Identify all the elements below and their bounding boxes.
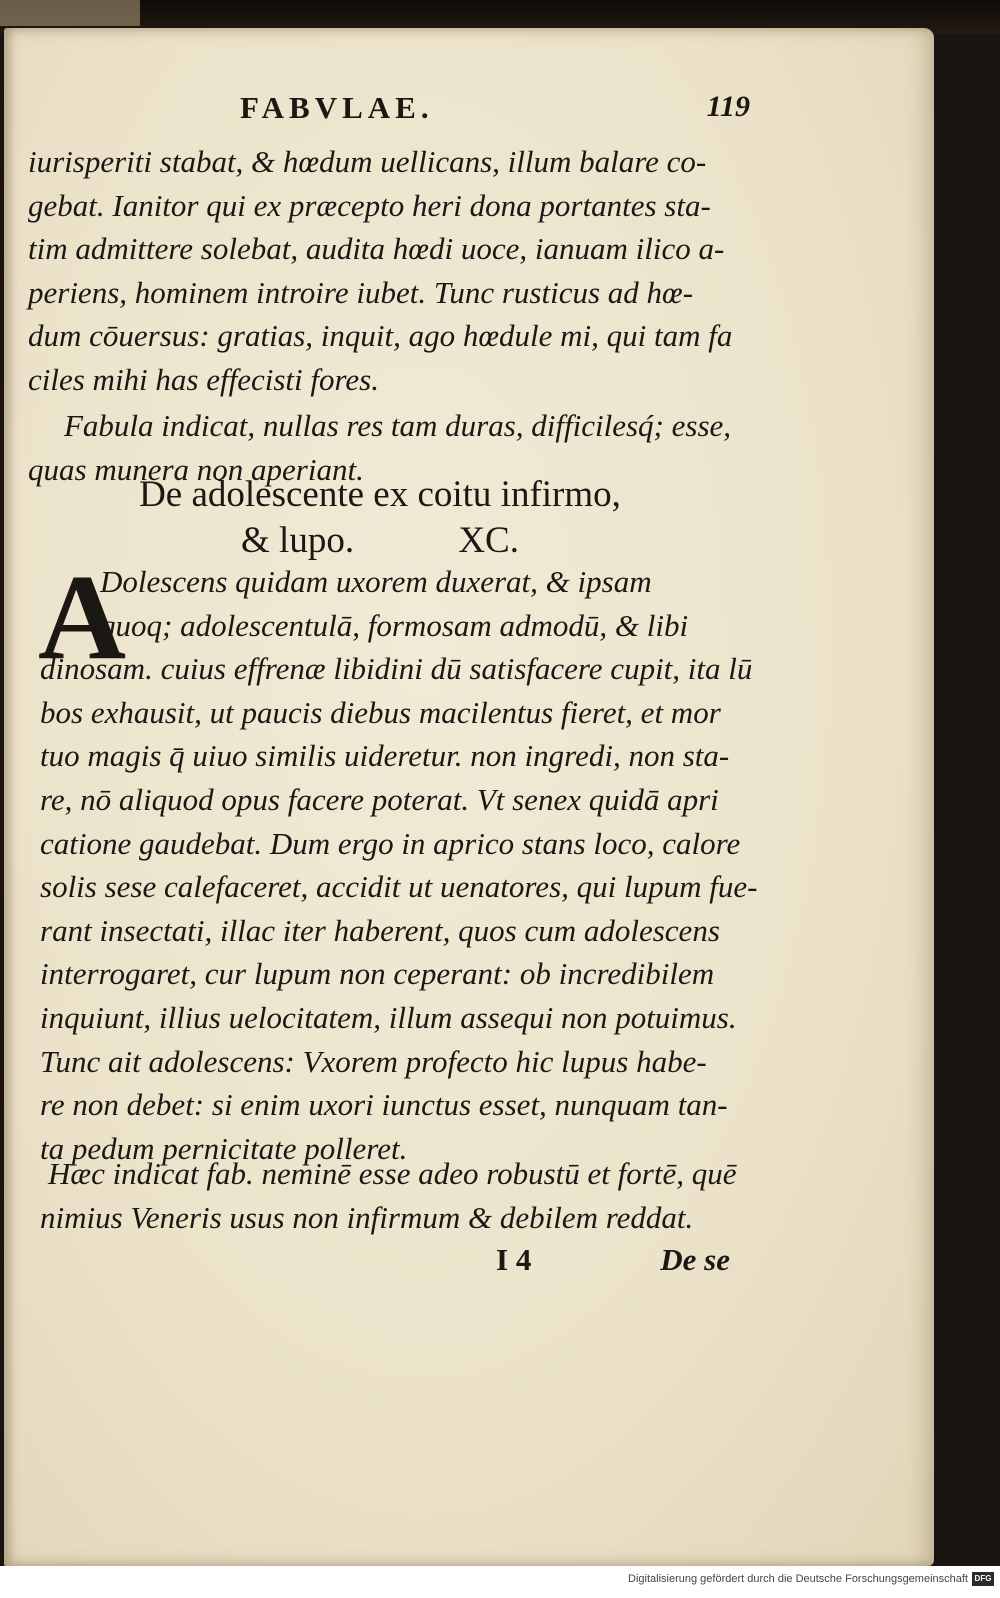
text-line: nimius Veneris usus non infirmum & debilem reddat. (40, 1199, 694, 1235)
text-line: dum cōuersus: gratias, inquit, ago hœdule mi, qui tam fa (28, 318, 733, 354)
text-line: Hæc indicat fab. neminē esse adeo robustū et fortē, quē (48, 1156, 737, 1191)
credit-text: Digitalisierung gefördert durch die Deutsche Forschungsgemeinschaft (628, 1573, 968, 1585)
fable-heading (30, 472, 730, 564)
text-line: gebat. Ianitor qui ex præcepto heri dona portantes sta- (28, 187, 711, 223)
text-line: ta pedum pernicitate polleret. (40, 1130, 408, 1166)
dfg-logo: DFG (972, 1572, 994, 1586)
text-line: catione gaudebat. Dum ergo in aprico stans loco, calore (40, 825, 741, 861)
fable-numeral: XC. (458, 520, 519, 561)
text-line: Tunc ait adolescens: Vxorem profecto hic lupus habe- (40, 1043, 707, 1079)
fable-paragraph (38, 550, 770, 1170)
text-line: iurisperiti stabat, & hœdum uellicans, illum balare co- (28, 144, 707, 179)
text-line: periens, hominem introire iubet. Tunc rusticus ad hœ- (28, 274, 694, 310)
page-number: 119 (706, 90, 750, 123)
text-line: tim admittere solebat, audita hœdi uoce, ianuam ilico a- (28, 231, 725, 267)
text-line: rant insectati, illac iter haberent, quos cum adolescens (40, 912, 720, 948)
text-line: bos exhausit, ut paucis diebus macilentus fieret, et mor (40, 694, 721, 730)
moral-paragraph (40, 1152, 770, 1239)
text-line: quas munera non aperiant. (28, 451, 364, 487)
signature-mark: I 4 (496, 1242, 532, 1277)
heading-line: De adolescente ex coitu infirmo, (139, 474, 621, 515)
text-line: tuo magis q̄ uiuo similis uideretur. non ingredi, non sta- (40, 738, 730, 774)
scan-strip (0, 0, 140, 26)
heading-subject: & lupo. (241, 520, 355, 561)
page-foot-line (470, 1238, 760, 1278)
text-line: re non debet: si enim uxori iunctus esset, nunquam tan- (40, 1087, 728, 1123)
running-head (230, 90, 750, 130)
text-line: solis sese calefaceret, accidit ut uenatores, qui lupum fue- (40, 869, 758, 905)
text-line: re, nō aliquod opus facere poterat. Vt senex quidā apri (40, 781, 719, 817)
heading-line (30, 518, 730, 564)
running-title: FABVLAE. (240, 90, 434, 125)
catchword: De se (660, 1242, 730, 1277)
fable-end-paragraph (28, 140, 758, 402)
text-line: inquiunt, illius uelocitatem, illum assequi non potuimus. (40, 999, 737, 1035)
drop-cap: A (38, 550, 127, 685)
text-line: quoq; adolescentulā, formosam admodū, & libi (100, 607, 689, 643)
text-line: dinosam. cuius effrenæ libidini dū satisfacere cupit, ita lū (40, 651, 753, 687)
credit-bar (0, 1566, 1000, 1598)
text-line: ciles mihi has effecisti fores. (28, 361, 379, 397)
text-line: Dolescens quidam uxorem duxerat, & ipsam (100, 564, 652, 599)
text-line: Fabula indicat, nullas res tam duras, difficilesq́; esse, (64, 408, 732, 443)
text-line: interrogaret, cur lupum non ceperant: ob incredibilem (40, 956, 715, 992)
